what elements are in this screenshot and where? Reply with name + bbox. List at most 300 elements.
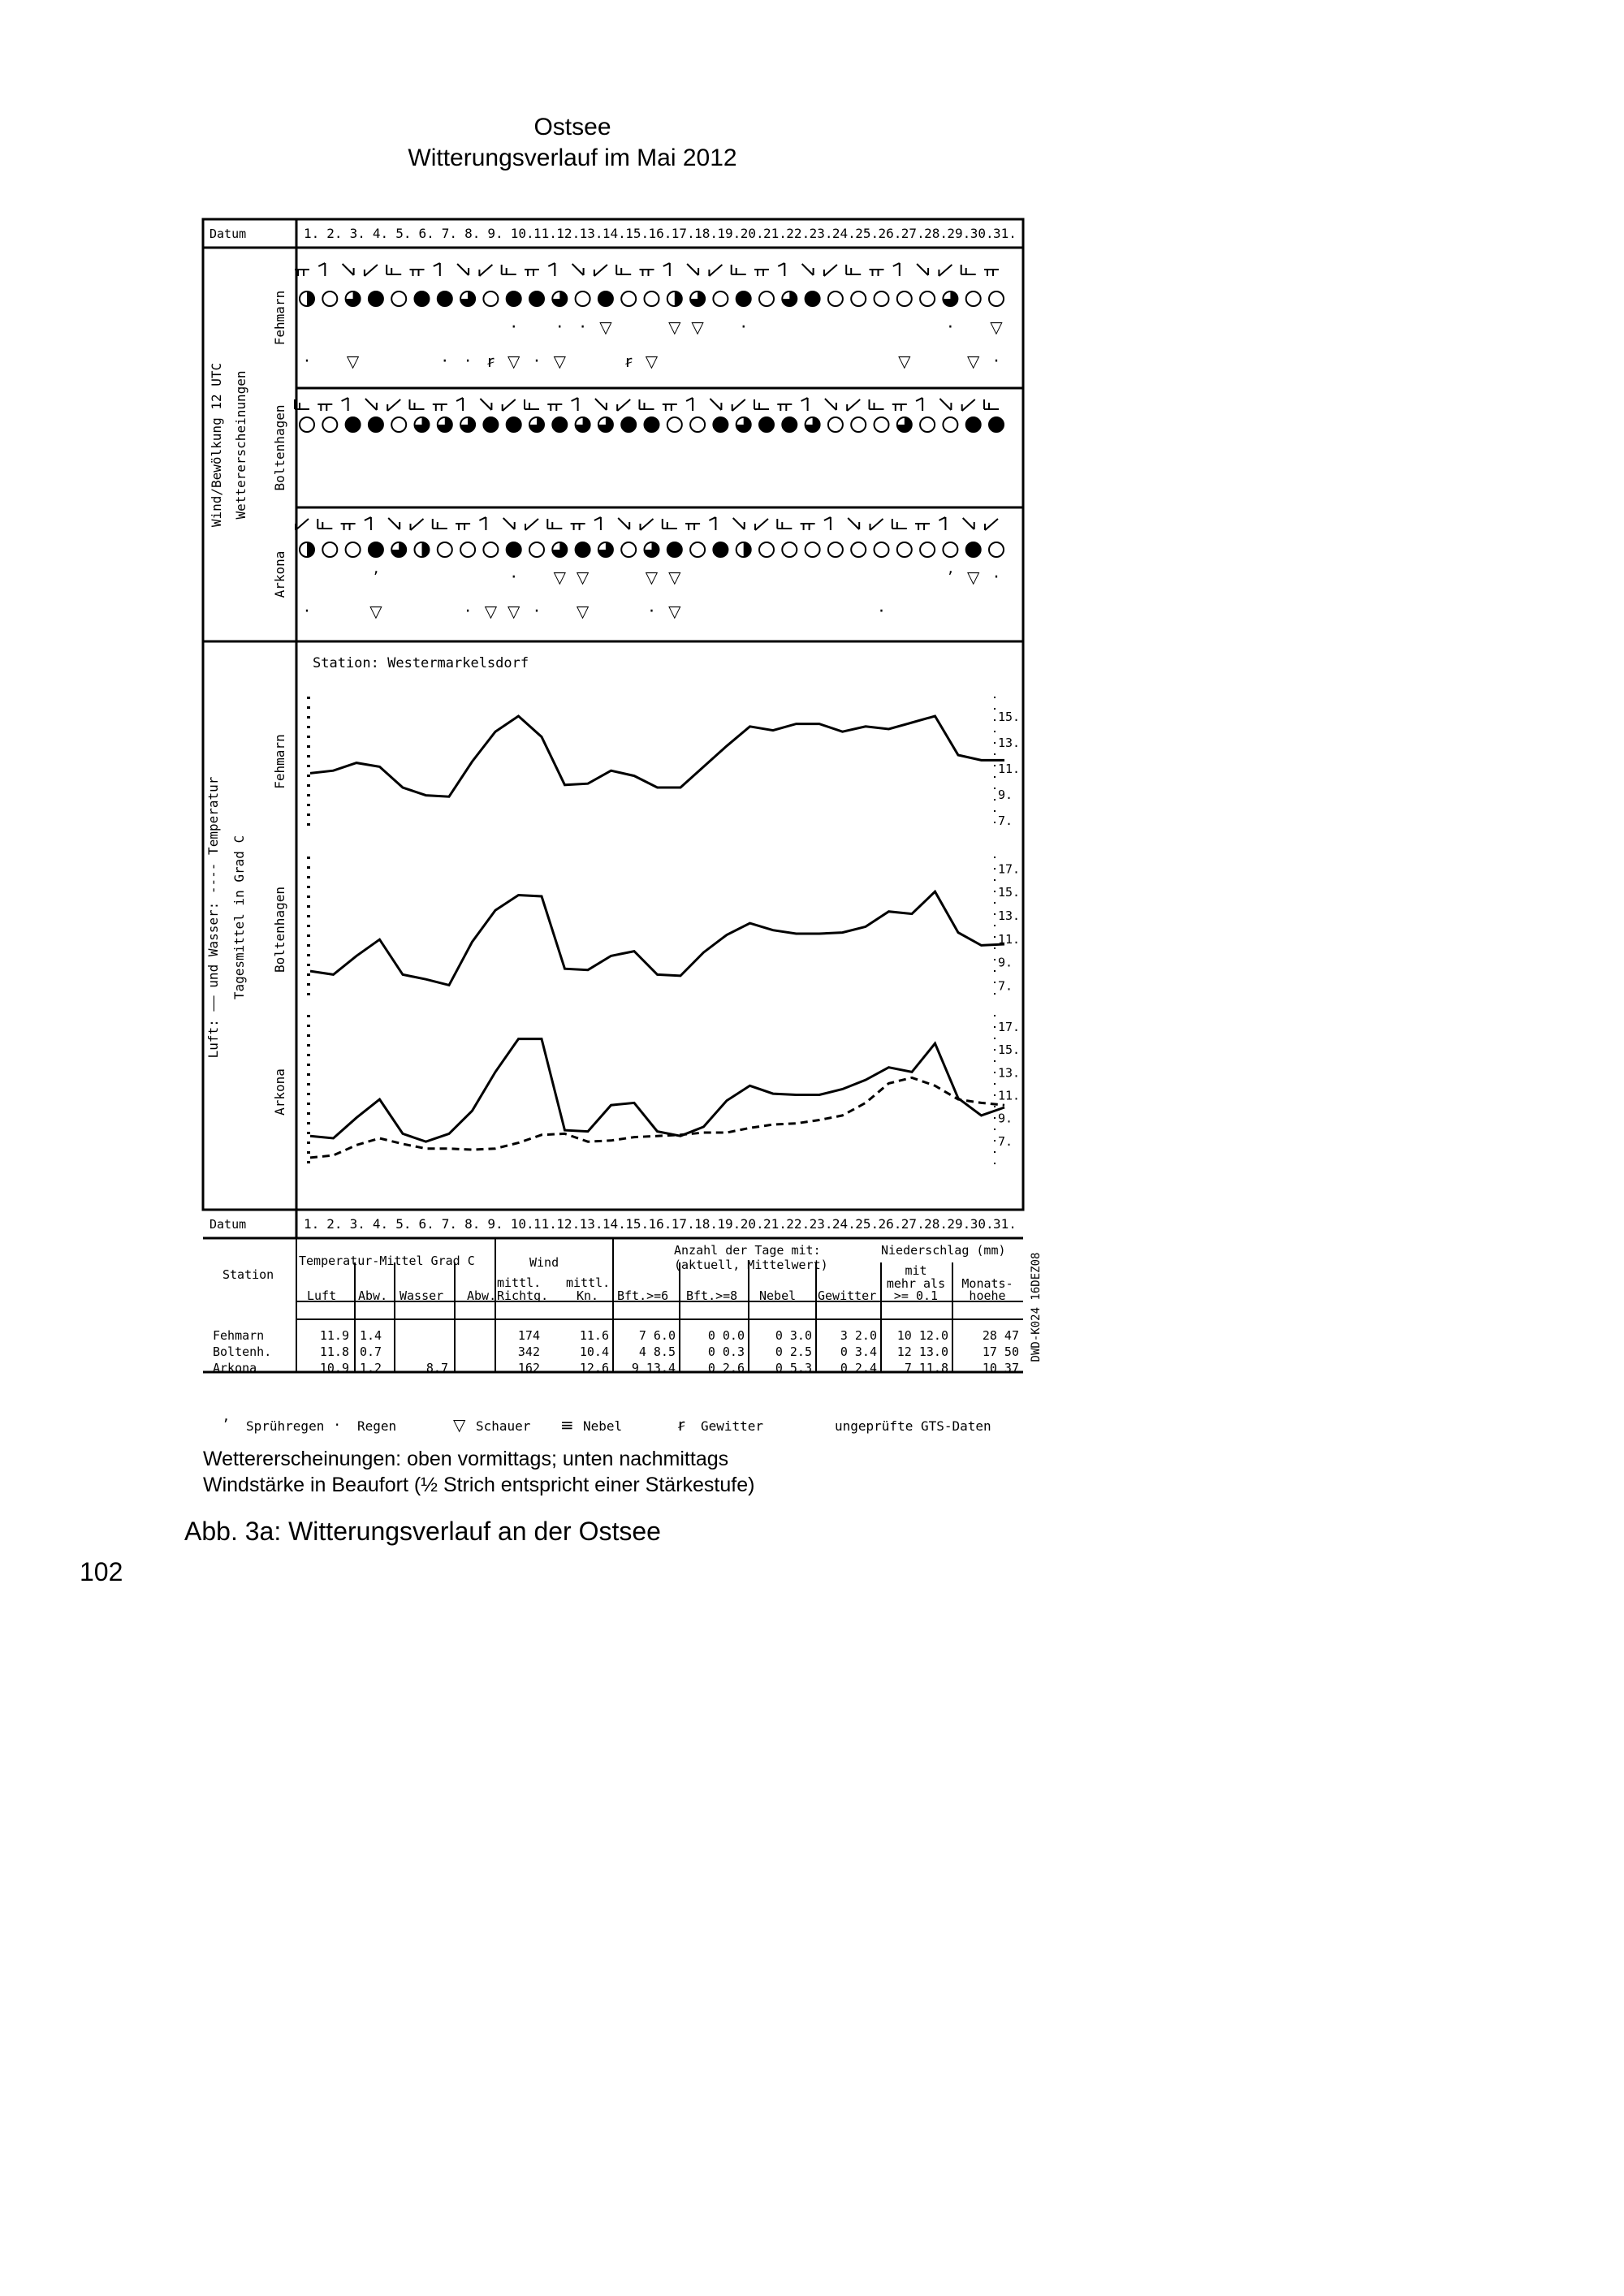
wind-barb-icon xyxy=(709,517,715,530)
cloud-cover-icon xyxy=(552,542,567,557)
cloud-cover-icon xyxy=(667,542,682,557)
page-number: 102 xyxy=(80,1557,123,1586)
temp-line-arkona-wasser xyxy=(310,1077,1004,1158)
fehmarn-pm-symbol: ▽ xyxy=(553,352,566,371)
wind-barb-icon xyxy=(343,264,354,275)
arkona-am-symbol: ▽ xyxy=(668,568,681,587)
table-side-code: DWD-K024 16DEZ08 xyxy=(1030,1252,1043,1362)
wind-barb-icon xyxy=(732,265,746,274)
cloud-cover-icon xyxy=(851,291,866,306)
legend-symbol-icon: ꞧ xyxy=(678,1415,685,1435)
wind-barb-icon xyxy=(503,399,516,411)
legend-label-2: Regen xyxy=(357,1418,397,1434)
wind-barb-icon xyxy=(502,265,516,274)
wind-barb-icon xyxy=(456,398,463,411)
wind-barb-icon xyxy=(503,518,515,529)
wind-barb-icon xyxy=(846,265,861,274)
date-label-bottom-10: 10. xyxy=(510,1216,534,1232)
wind-barb-icon xyxy=(571,524,585,530)
wind-barb-icon xyxy=(641,519,654,530)
wind-barb-icon xyxy=(754,399,769,409)
table-cell-fehmarn-luft: 11.9 xyxy=(319,1328,349,1343)
wind-barb-icon xyxy=(547,519,562,529)
table-cell-boltenh-luft: 11.8 xyxy=(319,1344,349,1359)
cloud-cover-icon xyxy=(645,291,659,306)
wind-barb-icon xyxy=(961,265,976,274)
wind-barb-icon xyxy=(572,264,584,275)
table-cell-arkona-mit: 7 11.8 xyxy=(904,1361,948,1375)
date-label-bottom-21: 21. xyxy=(763,1216,787,1232)
temp-station-label-fehmarn: Fehmarn xyxy=(272,734,287,789)
wind-barb-icon xyxy=(480,399,491,410)
cloud-cover-icon xyxy=(782,417,797,432)
date-label-top-8: 8. xyxy=(464,226,481,241)
table-header-temp: Temperatur-Mittel Grad C xyxy=(299,1254,475,1268)
chart-region-title: Ostsee xyxy=(533,114,611,140)
cloud-cover-icon xyxy=(460,542,475,557)
cloud-cover-icon xyxy=(483,291,498,306)
table-header-count: Anzahl der Tage mit: xyxy=(674,1243,821,1258)
ytick-label-arkona: 7. xyxy=(998,1133,1013,1149)
wind-barb-icon xyxy=(824,517,831,530)
fehmarn-am-symbol: · xyxy=(947,317,953,338)
date-label-bottom-26: 26. xyxy=(878,1216,902,1232)
table-subheader-richt-2: Richtg. xyxy=(497,1288,549,1303)
table-cell-boltenh-station: Boltenh. xyxy=(213,1344,272,1359)
arkona-pm-symbol: ▽ xyxy=(484,602,498,621)
ytick-label-boltenhagen: 9. xyxy=(998,955,1013,970)
wind-barb-icon xyxy=(479,265,492,276)
wind-barb-icon xyxy=(916,398,922,411)
wind-barb-icon xyxy=(595,399,607,410)
temp-chart-title: Station: Westermarkelsdorf xyxy=(313,655,529,671)
date-label-bottom-24: 24. xyxy=(831,1216,856,1232)
date-label-bottom-3: 3. xyxy=(349,1216,365,1232)
table-header-precip: Niederschlag (mm) xyxy=(881,1243,1006,1258)
table-cell-fehmarn-gewitter: 3 2.0 xyxy=(840,1328,877,1343)
legend-label-1: Sprühregen xyxy=(246,1418,325,1434)
weather-station-label-fehmarn: Fehmarn xyxy=(272,290,287,346)
table-cell-arkona-bft6: 9 13.4 xyxy=(631,1361,676,1375)
wind-barb-icon xyxy=(963,518,974,529)
cloud-cover-icon xyxy=(483,542,498,557)
legend-gts-note: ungeprüfte GTS-Daten xyxy=(835,1418,991,1434)
cloud-cover-icon xyxy=(300,542,314,557)
ytick-label-boltenhagen: 13. xyxy=(998,908,1021,923)
weather-station-label-boltenhagen: Boltenhagen xyxy=(272,404,287,491)
cloud-cover-icon xyxy=(438,542,452,557)
cloud-cover-icon xyxy=(300,417,314,432)
note-line-1: Wettererscheinungen: oben vormittags; unten nachmittags xyxy=(203,1448,729,1470)
fehmarn-pm-symbol: ▽ xyxy=(898,352,911,371)
table-subheader-kn-1: mittl. xyxy=(566,1275,611,1290)
wind-barb-icon xyxy=(847,399,860,411)
cloud-cover-icon xyxy=(415,417,430,432)
temp-station-label-boltenhagen: Boltenhagen xyxy=(272,887,287,973)
wind-barb-icon xyxy=(733,518,745,529)
wind-barb-icon xyxy=(777,519,792,529)
date-label-bottom-22: 22. xyxy=(786,1216,810,1232)
date-label-bottom-11: 11. xyxy=(533,1216,557,1232)
wind-barb-icon xyxy=(341,524,356,530)
table-cell-arkona-abw1: 1.2 xyxy=(360,1361,382,1375)
cloud-cover-icon xyxy=(369,542,383,557)
table-cell-arkona-wasser: 8.7 xyxy=(425,1361,448,1375)
cloud-cover-icon xyxy=(346,542,361,557)
weather-panel-label-phenomena: Wettererscheinungen xyxy=(233,370,248,520)
cloud-cover-icon xyxy=(576,417,590,432)
cloud-cover-icon xyxy=(920,291,935,306)
cloud-cover-icon xyxy=(552,291,567,306)
date-label-top-30: 30. xyxy=(970,226,994,241)
ytick-label-fehmarn: 9. xyxy=(998,788,1013,802)
cloud-cover-icon xyxy=(415,291,430,306)
cloud-cover-icon xyxy=(782,542,797,557)
table-subheader-mit-1: mit xyxy=(905,1263,927,1278)
weather-station-label-arkona: Arkona xyxy=(272,550,287,598)
wind-barb-icon xyxy=(618,518,629,529)
fehmarn-pm-symbol: ▽ xyxy=(346,352,360,371)
wind-barb-icon xyxy=(410,270,425,276)
cloud-cover-icon xyxy=(690,291,705,306)
fehmarn-am-symbol: · xyxy=(741,317,747,338)
ytick-label-boltenhagen: 7. xyxy=(998,978,1013,994)
wind-barb-icon xyxy=(525,399,539,409)
wind-barb-icon xyxy=(985,519,998,530)
wind-barb-icon xyxy=(317,404,332,411)
wind-barb-icon xyxy=(755,519,768,530)
table-cell-boltenh-richt: 342 xyxy=(517,1344,540,1359)
ytick-label-arkona: 15. xyxy=(998,1042,1021,1058)
wind-barb-icon xyxy=(709,265,722,276)
wind-barb-icon xyxy=(387,399,400,411)
date-label-bottom-15: 15. xyxy=(625,1216,650,1232)
chart-title: Witterungsverlauf im Mai 2012 xyxy=(408,145,737,171)
cloud-cover-icon xyxy=(300,291,314,306)
wind-barb-icon xyxy=(710,399,721,410)
cloud-cover-icon xyxy=(346,291,361,306)
arkona-pm-symbol: ▽ xyxy=(369,602,382,621)
table-cell-fehmarn-bft6: 7 6.0 xyxy=(638,1328,676,1343)
date-row-label: Datum xyxy=(209,1217,247,1232)
wind-barb-icon xyxy=(825,399,836,410)
date-label-top-7: 7. xyxy=(441,226,458,241)
cloud-cover-icon xyxy=(598,542,613,557)
cloud-cover-icon xyxy=(736,417,751,432)
temp-station-label-arkona: Arkona xyxy=(272,1068,287,1116)
fehmarn-pm-symbol: · xyxy=(442,352,448,372)
cloud-cover-icon xyxy=(621,542,636,557)
cloud-cover-icon xyxy=(369,417,383,432)
table-cell-boltenh-monat: 17 50 xyxy=(982,1344,1019,1359)
wind-barb-icon xyxy=(663,519,677,529)
date-label-top-22: 22. xyxy=(786,226,810,241)
cloud-cover-icon xyxy=(713,542,728,557)
cloud-cover-icon xyxy=(920,542,935,557)
date-label-bottom-28: 28. xyxy=(924,1216,948,1232)
wind-barb-icon xyxy=(594,517,601,530)
date-label-bottom-30: 30. xyxy=(970,1216,994,1232)
date-label-top-12: 12. xyxy=(556,226,581,241)
wind-barb-icon xyxy=(434,263,440,276)
table-subheader-wasser: Wasser xyxy=(400,1288,444,1303)
fehmarn-pm-symbol: · xyxy=(304,352,310,372)
fehmarn-pm-symbol: · xyxy=(533,352,540,372)
cloud-cover-icon xyxy=(943,417,957,432)
cloud-cover-icon xyxy=(943,291,957,306)
cloud-cover-icon xyxy=(507,291,521,306)
ytick-label-fehmarn: 13. xyxy=(998,736,1021,750)
wind-barb-icon xyxy=(457,264,469,275)
date-label-top-20: 20. xyxy=(740,226,764,241)
table-subheader-bft6: Bft.>=6 xyxy=(617,1288,669,1303)
wind-barb-icon xyxy=(939,265,952,276)
date-label-bottom-20: 20. xyxy=(740,1216,764,1232)
wind-barb-icon xyxy=(479,517,486,530)
table-cell-fehmarn-monat: 28 47 xyxy=(982,1328,1019,1343)
date-label-top-6: 6. xyxy=(418,226,434,241)
cloud-cover-icon xyxy=(875,417,889,432)
arkona-pm-symbol: · xyxy=(464,602,471,622)
arkona-am-symbol: ▽ xyxy=(553,568,566,587)
cloud-cover-icon xyxy=(897,542,912,557)
cloud-cover-icon xyxy=(713,291,728,306)
cloud-cover-icon xyxy=(576,542,590,557)
fehmarn-pm-symbol: ▽ xyxy=(508,352,520,371)
wind-barb-icon xyxy=(365,517,371,530)
table-subheader-luft: Luft xyxy=(307,1288,337,1303)
fehmarn-pm-symbol: · xyxy=(993,352,1000,372)
date-label-top-1: 1. xyxy=(304,226,320,241)
date-label-bottom-1: 1. xyxy=(304,1216,320,1232)
cloud-cover-icon xyxy=(828,542,843,557)
wind-barb-icon xyxy=(525,270,539,276)
date-label-bottom-12: 12. xyxy=(556,1216,581,1232)
temp-line-fehmarn-luft xyxy=(310,716,1004,796)
cloud-cover-icon xyxy=(391,291,406,306)
cloud-cover-icon xyxy=(782,291,797,306)
table-cell-fehmarn-richt: 174 xyxy=(517,1328,540,1343)
cloud-cover-icon xyxy=(989,542,1004,557)
legend-symbol-icon: ≡ xyxy=(560,1415,574,1435)
table-subheader-gewitter: Gewitter xyxy=(818,1288,877,1303)
cloud-cover-icon xyxy=(851,417,866,432)
wind-barb-icon xyxy=(365,265,378,276)
date-label-bottom-27: 27. xyxy=(901,1216,925,1232)
date-label-top-13: 13. xyxy=(579,226,603,241)
fehmarn-pm-symbol: ▽ xyxy=(967,352,980,371)
cloud-cover-icon xyxy=(667,417,682,432)
wind-barb-icon xyxy=(824,265,837,276)
temp-axis-label-2: Tagesmittel in Grad C xyxy=(231,835,247,1000)
date-label-bottom-7: 7. xyxy=(441,1216,458,1232)
cloud-cover-icon xyxy=(369,291,383,306)
table-cell-boltenh-bft8: 0 0.3 xyxy=(707,1344,745,1359)
fehmarn-am-symbol: · xyxy=(556,317,563,338)
cloud-cover-icon xyxy=(736,542,751,557)
table-cell-arkona-richt: 162 xyxy=(517,1361,540,1375)
cloud-cover-icon xyxy=(759,417,774,432)
table-subheader-mit-2: mehr als xyxy=(886,1276,946,1291)
table-cell-arkona-bft8: 0 2.6 xyxy=(707,1361,745,1375)
date-label-top-10: 10. xyxy=(510,226,534,241)
table-subheader-monat-2: hoehe xyxy=(969,1288,1006,1303)
wind-barb-icon xyxy=(365,399,377,410)
arkona-am-symbol: · xyxy=(511,568,517,588)
wind-barb-icon xyxy=(962,399,975,411)
arkona-pm-symbol: · xyxy=(304,602,310,622)
table-cell-arkona-nebel: 0 5.3 xyxy=(775,1361,812,1375)
wind-barb-icon xyxy=(640,270,654,276)
cloud-cover-icon xyxy=(667,291,682,306)
figure-caption: Abb. 3a: Witterungsverlauf an der Ostsee xyxy=(184,1517,661,1546)
wind-barb-icon xyxy=(594,265,607,276)
cloud-cover-icon xyxy=(322,291,337,306)
table-subheader-bft8: Bft.>=8 xyxy=(686,1288,738,1303)
cloud-cover-icon xyxy=(966,542,981,557)
cloud-cover-icon xyxy=(645,542,659,557)
cloud-cover-icon xyxy=(460,417,475,432)
date-label-top-9: 9. xyxy=(487,226,503,241)
cloud-cover-icon xyxy=(966,417,981,432)
fehmarn-pm-symbol: ▽ xyxy=(645,352,659,371)
wind-barb-icon xyxy=(778,263,784,276)
temp-line-boltenhagen-luft xyxy=(310,891,1004,985)
date-label-bottom-5: 5. xyxy=(395,1216,412,1232)
legend-symbol-icon: · xyxy=(335,1415,340,1435)
cloud-cover-icon xyxy=(576,291,590,306)
table-cell-arkona-luft: 10.9 xyxy=(319,1361,349,1375)
table-cell-boltenh-nebel: 0 2.5 xyxy=(775,1344,812,1359)
cloud-cover-icon xyxy=(621,417,636,432)
cloud-cover-icon xyxy=(529,291,544,306)
cloud-cover-icon xyxy=(989,417,1004,432)
wind-barb-icon xyxy=(547,404,562,411)
wind-barb-icon xyxy=(915,524,930,530)
wind-barb-icon xyxy=(801,398,808,411)
arkona-am-symbol: ▽ xyxy=(576,568,590,587)
table-cell-arkona-monat: 10 37 xyxy=(982,1361,1019,1375)
cloud-cover-icon xyxy=(943,542,957,557)
wind-barb-icon xyxy=(388,518,400,529)
table-cell-fehmarn-bft8: 0 0.0 xyxy=(707,1328,745,1343)
wind-barb-icon xyxy=(617,399,630,411)
date-label-top-3: 3. xyxy=(349,226,365,241)
wind-barb-icon xyxy=(892,404,907,411)
date-label-bottom-9: 9. xyxy=(487,1216,503,1232)
date-label-bottom-6: 6. xyxy=(418,1216,434,1232)
cloud-cover-icon xyxy=(483,417,498,432)
ytick-label-fehmarn: 15. xyxy=(998,710,1021,724)
wind-barb-icon xyxy=(433,519,447,529)
cloud-cover-icon xyxy=(346,417,361,432)
wind-barb-icon xyxy=(685,524,700,530)
wind-barb-icon xyxy=(342,398,348,411)
wind-barb-icon xyxy=(917,264,928,275)
cloud-cover-icon xyxy=(920,417,935,432)
cloud-cover-icon xyxy=(621,291,636,306)
date-label-bottom-31: 31. xyxy=(993,1216,1017,1232)
fehmarn-am-symbol: ▽ xyxy=(990,317,1003,337)
temp-line-arkona-luft xyxy=(310,1039,1004,1142)
arkona-pm-symbol: · xyxy=(649,602,654,622)
legend-symbol-icon: ʼ xyxy=(223,1415,229,1435)
table-header-wind: Wind xyxy=(529,1255,559,1270)
cloud-cover-icon xyxy=(507,542,521,557)
cloud-cover-icon xyxy=(875,542,889,557)
wind-barb-icon xyxy=(687,264,698,275)
arkona-pm-symbol: ▽ xyxy=(576,602,590,621)
wind-barb-icon xyxy=(984,399,999,409)
wind-barb-icon xyxy=(892,519,907,529)
date-label-top-2: 2. xyxy=(326,226,343,241)
table-cell-fehmarn-abw1: 1.4 xyxy=(360,1328,382,1343)
ytick-label-arkona: 11. xyxy=(998,1088,1021,1103)
ytick-label-boltenhagen: 17. xyxy=(998,861,1021,877)
wind-barb-icon xyxy=(939,517,945,530)
cloud-cover-icon xyxy=(598,417,613,432)
note-line-2: Windstärke in Beaufort (½ Strich entspricht einer Stärkestufe) xyxy=(203,1474,755,1496)
ytick-label-arkona: 13. xyxy=(998,1065,1021,1081)
table-subheader-abw2: Abw. xyxy=(467,1288,497,1303)
wind-barb-icon xyxy=(984,270,999,276)
date-label-bottom-16: 16. xyxy=(648,1216,672,1232)
cloud-cover-icon xyxy=(759,291,774,306)
date-label-top-29: 29. xyxy=(947,226,971,241)
wind-barb-icon xyxy=(433,404,447,411)
fehmarn-pm-symbol: · xyxy=(464,352,471,372)
cloud-cover-icon xyxy=(322,417,337,432)
arkona-pm-symbol: · xyxy=(533,602,540,622)
date-label-top-23: 23. xyxy=(809,226,833,241)
wind-barb-icon xyxy=(686,398,693,411)
legend-label-3: Schauer xyxy=(476,1418,531,1434)
table-cell-boltenh-mit: 12 13.0 xyxy=(896,1344,948,1359)
fehmarn-am-symbol: · xyxy=(580,317,586,338)
wind-barb-icon xyxy=(387,265,401,274)
cloud-cover-icon xyxy=(645,417,659,432)
date-label-bottom-18: 18. xyxy=(694,1216,719,1232)
wind-barb-icon xyxy=(777,404,792,411)
legend-symbol-icon: ▽ xyxy=(453,1415,466,1435)
date-label-top-24: 24. xyxy=(831,226,856,241)
date-label-top-4: 4. xyxy=(372,226,389,241)
arkona-am-symbol: ʼ xyxy=(373,568,379,587)
table-header-count-sub: (aktuell, Mittelwert) xyxy=(674,1258,828,1272)
arkona-pm-symbol: ▽ xyxy=(668,602,681,621)
cloud-cover-icon xyxy=(507,417,521,432)
arkona-am-symbol: ʼ xyxy=(948,568,953,587)
cloud-cover-icon xyxy=(828,417,843,432)
cloud-cover-icon xyxy=(690,417,705,432)
cloud-cover-icon xyxy=(989,291,1004,306)
date-label-bottom-4: 4. xyxy=(372,1216,389,1232)
wind-barb-icon xyxy=(801,524,815,530)
ytick-label-boltenhagen: 15. xyxy=(998,885,1021,900)
arkona-pm-symbol: ▽ xyxy=(508,602,520,621)
fehmarn-am-symbol: ▽ xyxy=(691,317,704,337)
table-cell-boltenh-abw1: 0.7 xyxy=(360,1344,382,1359)
cloud-cover-icon xyxy=(391,542,406,557)
table-cell-fehmarn-station: Fehmarn xyxy=(213,1328,265,1343)
date-label-bottom-13: 13. xyxy=(579,1216,603,1232)
cloud-cover-icon xyxy=(415,542,430,557)
cloud-cover-icon xyxy=(897,417,912,432)
date-label-bottom-19: 19. xyxy=(717,1216,741,1232)
legend-label-4: Nebel xyxy=(583,1418,623,1434)
date-label-top-11: 11. xyxy=(533,226,557,241)
cloud-cover-icon xyxy=(759,542,774,557)
